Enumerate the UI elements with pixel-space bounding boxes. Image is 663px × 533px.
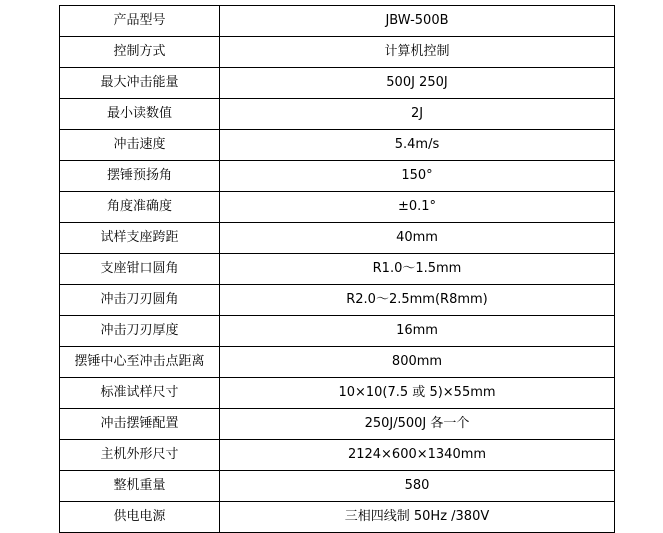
parameter-value: 580 [220, 471, 615, 502]
parameter-name: 试样支座跨距 [60, 223, 220, 254]
parameter-value: 5.4m/s [220, 130, 615, 161]
specifications-table-container [59, 5, 604, 533]
parameter-value: 10×10(7.5 或 5)×55mm [220, 378, 615, 409]
table-row [60, 161, 615, 192]
table-row [60, 6, 615, 37]
parameter-name: 摆锤预扬角 [60, 161, 220, 192]
parameter-value: 800mm [220, 347, 615, 378]
parameter-value: 40mm [220, 223, 615, 254]
parameter-value: JBW-500B [220, 6, 615, 37]
parameter-name: 冲击速度 [60, 130, 220, 161]
parameter-value: 16mm [220, 316, 615, 347]
table-row [60, 316, 615, 347]
parameter-name: 供电电源 [60, 502, 220, 533]
table-row [60, 409, 615, 440]
table-row [60, 37, 615, 68]
parameter-name: 角度准确度 [60, 192, 220, 223]
parameter-name: 冲击摆锤配置 [60, 409, 220, 440]
parameter-name: 整机重量 [60, 471, 220, 502]
parameter-value: 500J 250J [220, 68, 615, 99]
table-row [60, 285, 615, 316]
table-row [60, 99, 615, 130]
table-row [60, 223, 615, 254]
parameter-name: 标准试样尺寸 [60, 378, 220, 409]
parameter-value: R1.0～1.5mm [220, 254, 615, 285]
parameter-name: 冲击刀刃厚度 [60, 316, 220, 347]
table-row [60, 192, 615, 223]
parameter-name: 最小读数值 [60, 99, 220, 130]
parameter-value: ±0.1° [220, 192, 615, 223]
parameter-value: 2124×600×1340mm [220, 440, 615, 471]
table-row [60, 378, 615, 409]
table-row [60, 471, 615, 502]
parameter-value: 250J/500J 各一个 [220, 409, 615, 440]
table-row [60, 68, 615, 99]
table-row [60, 502, 615, 533]
table-row [60, 347, 615, 378]
parameter-name: 冲击刀刃圆角 [60, 285, 220, 316]
table-row [60, 254, 615, 285]
parameter-name: 主机外形尺寸 [60, 440, 220, 471]
parameter-value: 150° [220, 161, 615, 192]
parameter-value: 三相四线制 50Hz /380V [220, 502, 615, 533]
specifications-table [59, 5, 615, 533]
parameter-name: 最大冲击能量 [60, 68, 220, 99]
parameter-value: 计算机控制 [220, 37, 615, 68]
parameter-name: 摆锤中心至冲击点距离 [60, 347, 220, 378]
table-row [60, 130, 615, 161]
specifications-table-body [60, 6, 615, 533]
parameter-name: 控制方式 [60, 37, 220, 68]
table-row [60, 440, 615, 471]
parameter-name: 产品型号 [60, 6, 220, 37]
parameter-name: 支座钳口圆角 [60, 254, 220, 285]
parameter-value: R2.0～2.5mm(R8mm) [220, 285, 615, 316]
parameter-value: 2J [220, 99, 615, 130]
